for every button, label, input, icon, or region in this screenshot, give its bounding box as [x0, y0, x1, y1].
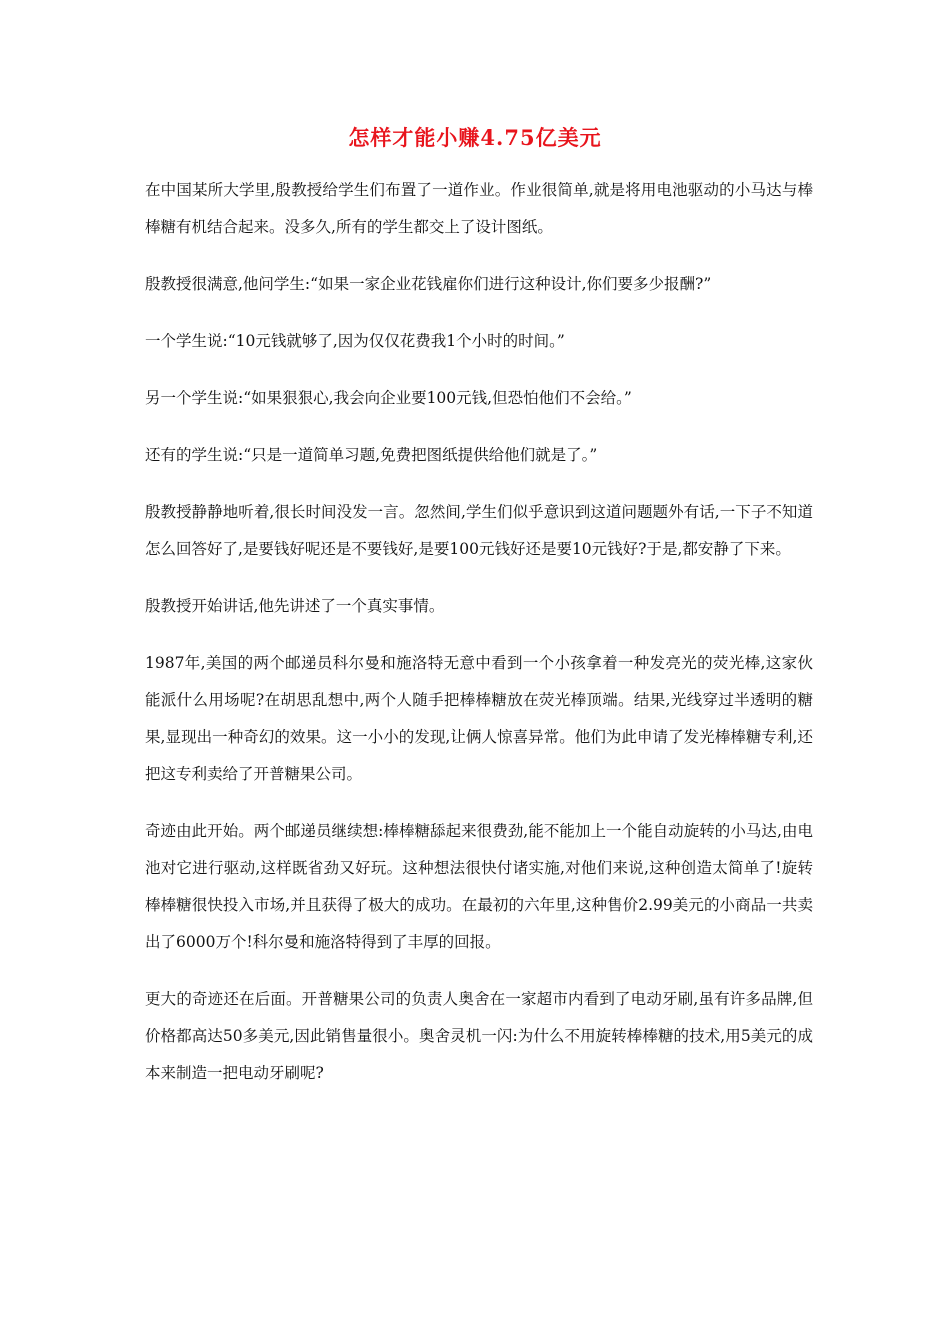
document-title: 怎样才能小赚4.75亿美元: [348, 125, 602, 150]
paragraph-7: 殷教授开始讲话,他先讲述了一个真实事情。: [145, 597, 445, 615]
paragraph-8: 1987年,美国的两个邮递员科尔曼和施洛特无意中看到一个小孩拿着一种发亮光的荧光棒,这家伙能派什么用场呢?在胡思乱想中,两个人随手把棒棒糖放在荧光棒顶端。结果,光线穿过半透明的糖果,显现出一种奇幻的效果。这一小小的发现,让俩人惊喜异常。他们为此申请了发光棒棒糖专利,还把这专利卖给了开普糖果公司。: [145, 654, 813, 783]
paragraph-2: 殷教授很满意,他问学生:“如果一家企业花钱雇你们进行这种设计,你们要多少报酬?”: [145, 275, 712, 293]
paragraph-6: 殷教授静静地听着,很长时间没发一言。忽然间,学生们似乎意识到这道问题题外有话,一下子不知道怎么回答好了,是要钱好呢还是不要钱好,是要100元钱好还是要10元钱好?于是,都安静了下来。: [145, 503, 813, 558]
paragraph-4: 另一个学生说:“如果狠狠心,我会向企业要100元钱,但恐怕他们不会给。”: [145, 389, 632, 407]
paragraph-1: 在中国某所大学里,殷教授给学生们布置了一道作业。作业很简单,就是将用电池驱动的小马达与棒棒糖有机结合起来。没多久,所有的学生都交上了设计图纸。: [145, 181, 813, 236]
paragraph-9: 奇迹由此开始。两个邮递员继续想:棒棒糖舔起来很费劲,能不能加上一个能自动旋转的小马达,由电池对它进行驱动,这样既省劲又好玩。这种想法很快付诸实施,对他们来说,这种创造太简单了!旋转棒棒糖很快投入市场,并且获得了极大的成功。在最初的六年里,这种售价2.99美元的小商品一共卖出了6000万个!科尔曼和施洛特得到了丰厚的回报。: [145, 822, 813, 951]
paragraph-10: 更大的奇迹还在后面。开普糖果公司的负责人奥舍在一家超市内看到了电动牙刷,虽有许多品牌,但价格都高达50多美元,因此销售量很小。奥舍灵机一闪:为什么不用旋转棒棒糖的技术,用5美元的成本来制造一把电动牙刷呢?: [145, 990, 813, 1082]
paragraph-5: 还有的学生说:“只是一道简单习题,免费把图纸提供给他们就是了。”: [145, 446, 598, 464]
document-body: [145, 172, 813, 1112]
paragraph-3: 一个学生说:“10元钱就够了,因为仅仅花费我1个小时的时间。”: [145, 332, 565, 350]
